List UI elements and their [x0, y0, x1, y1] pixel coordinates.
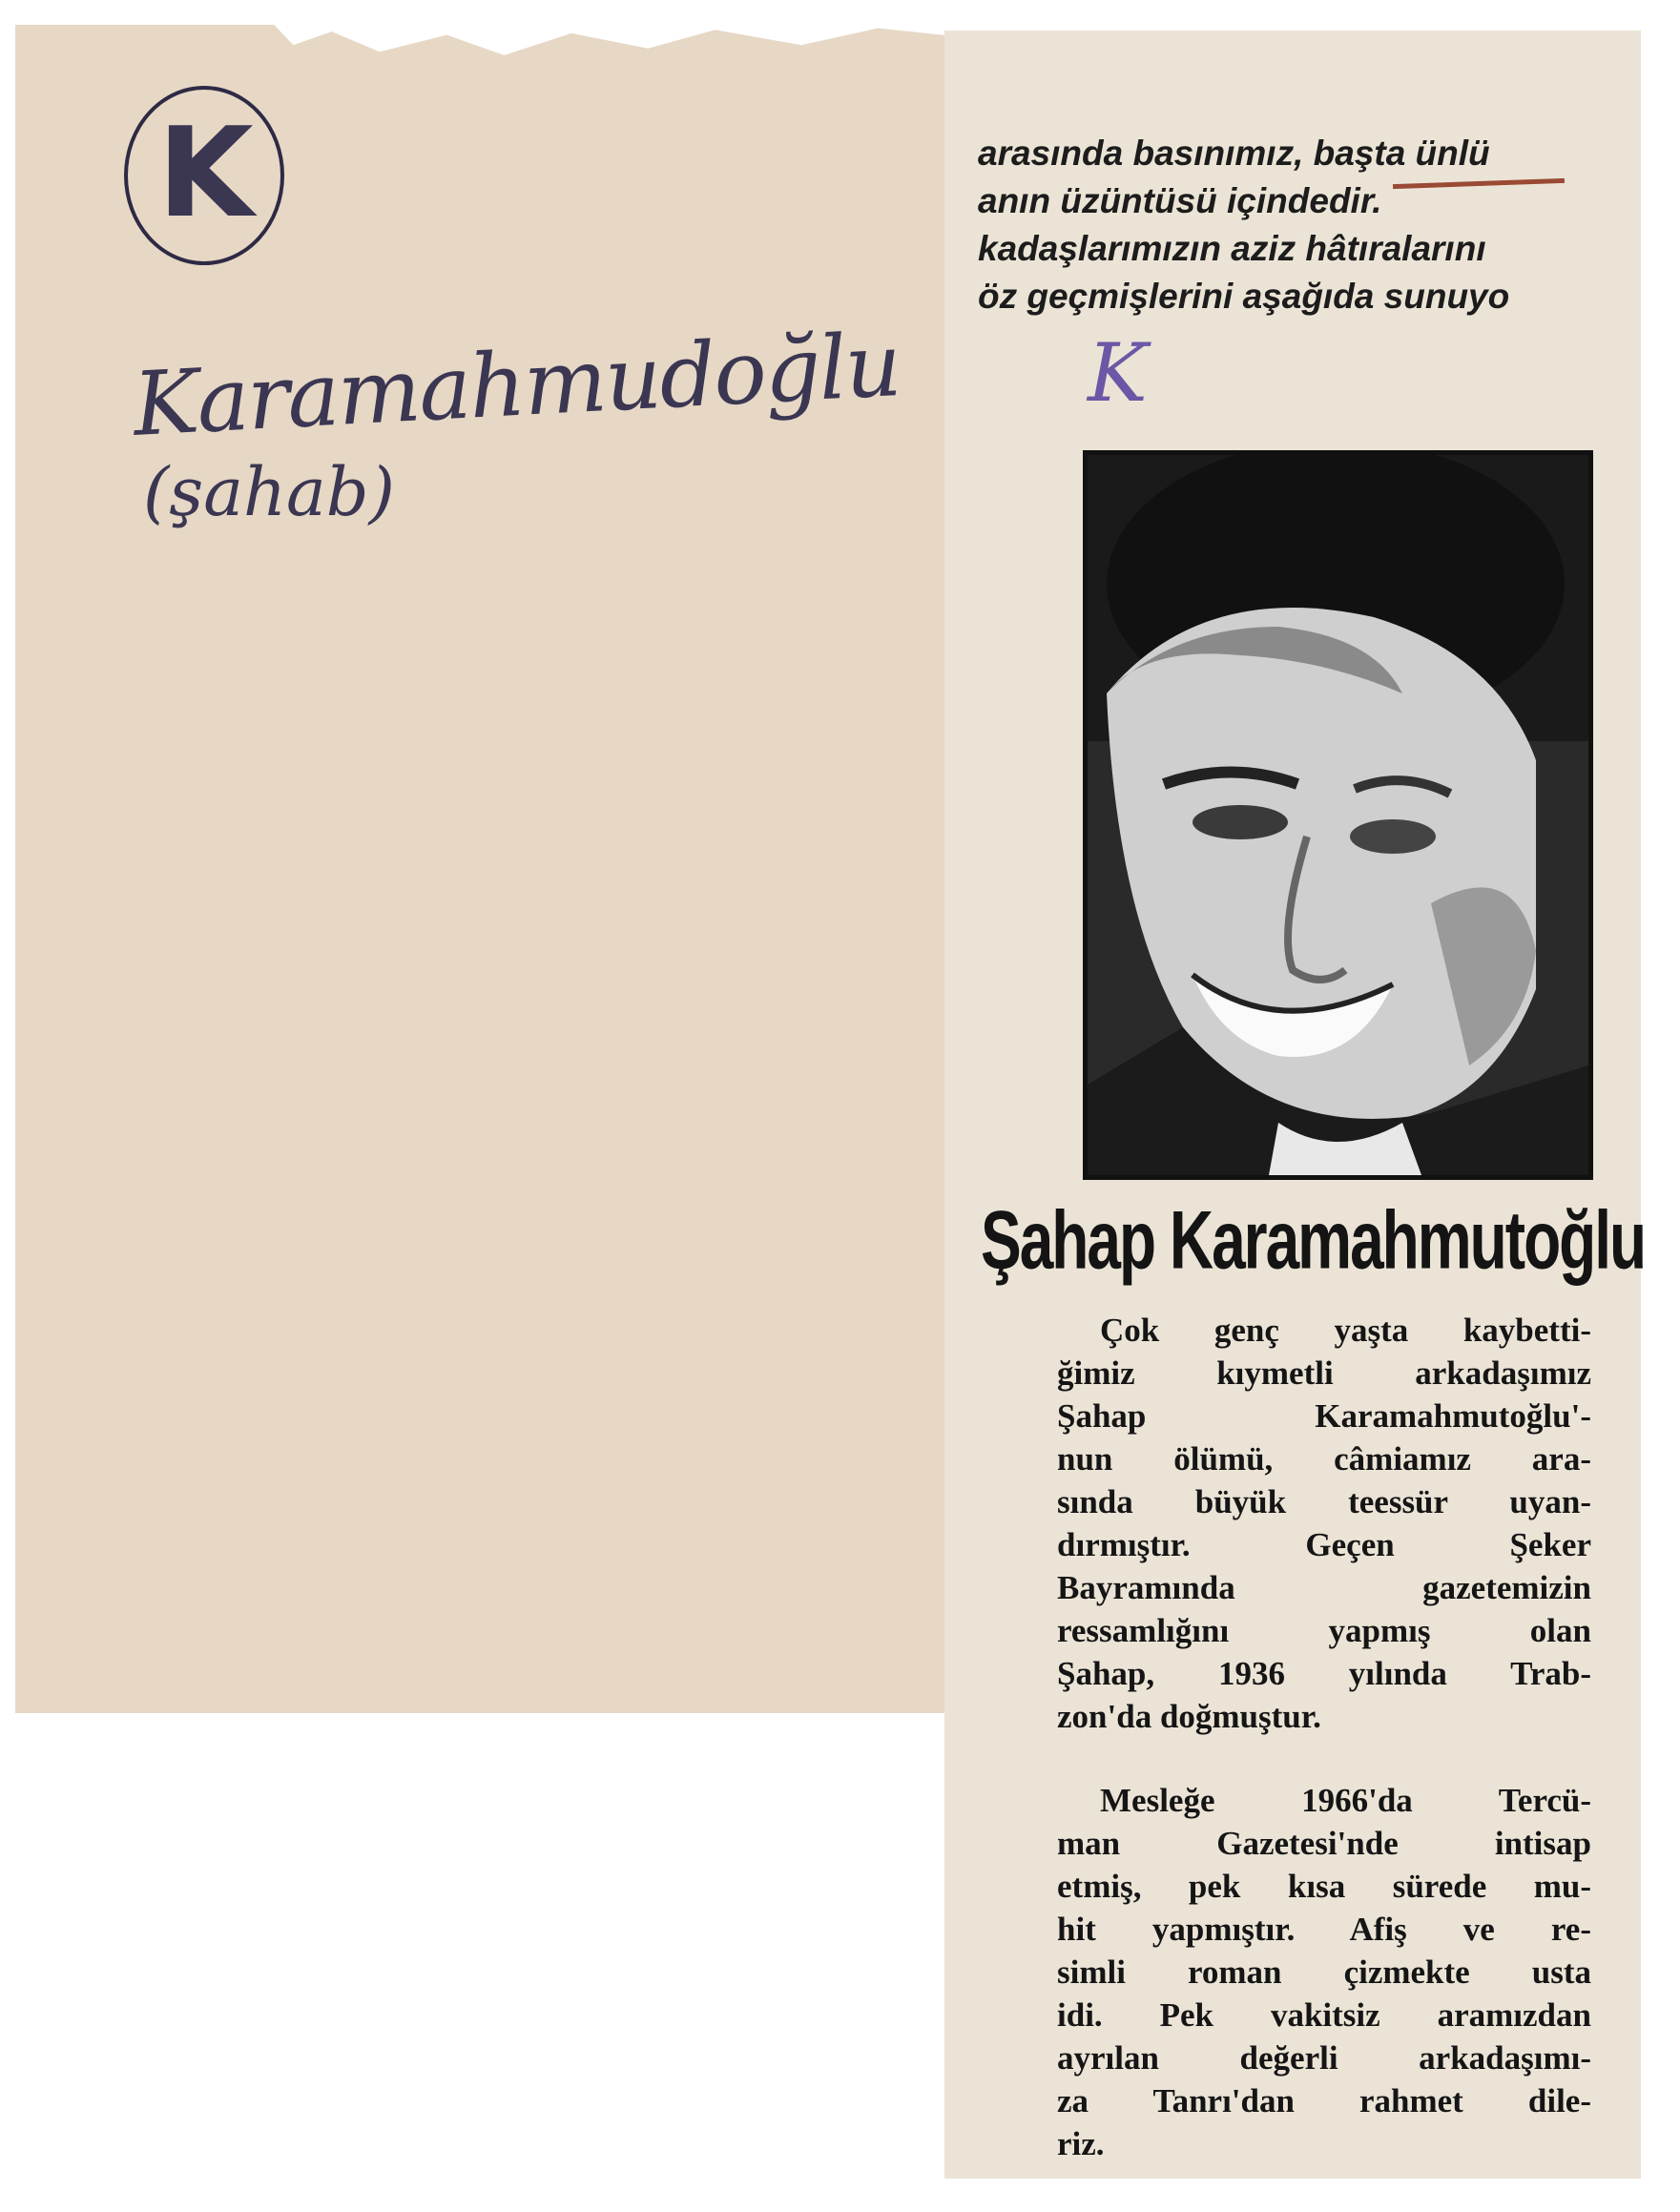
circled-letter: K [157, 100, 254, 245]
article-line: ressamlığını yapmış olan [1057, 1612, 1591, 1649]
snippet-line: öz geçmişlerini aşağıda sunuyo [978, 277, 1510, 316]
article-line: ayrılan değerli arkadaşımı- [1057, 2039, 1591, 2077]
handwritten-subtitle: (şahab) [143, 453, 395, 531]
portrait-photo [1083, 450, 1593, 1180]
article-line: nun ölümü, câmiamız ara- [1057, 1440, 1591, 1478]
article-line: hit yapmıştır. Afiş ve re- [1057, 1911, 1591, 1948]
article-line: za Tanrı'dan rahmet dile- [1057, 2082, 1591, 2119]
article-line: etmiş, pek kısa sürede mu- [1057, 1868, 1591, 1905]
snippet-line: kadaşlarımızın aziz hâtıralarını [978, 229, 1486, 268]
article-line: sında büyük teessür uyan- [1057, 1483, 1591, 1520]
handwritten-name: Karamahmudoğlu [131, 313, 902, 456]
article-line: simli roman çizmekte usta [1057, 1954, 1591, 1991]
article-line: Şahap, 1936 yılında Trab- [1057, 1655, 1591, 1692]
article-line: man Gazetesi'nde intisap [1057, 1825, 1591, 1862]
article-line: Şahap Karamahmutoğlu'- [1057, 1397, 1591, 1435]
article-line: riz. [1057, 2125, 1105, 2162]
article-line: Çok genç yaşta kaybetti- [1100, 1312, 1591, 1349]
archive-card [15, 25, 974, 1713]
headline: Şahap Karamahmutoğlu [981, 1193, 1646, 1287]
snippet-line: anın üzüntüsü içindedir. [978, 181, 1382, 220]
article-line: Mesleğe 1966'da Tercü- [1100, 1782, 1591, 1819]
portrait-image [1088, 455, 1588, 1175]
article-line: zon'da doğmuştur. [1057, 1698, 1321, 1735]
snippet-line: arasında basınımız, başta ünlü [978, 134, 1490, 173]
article-line: Bayramında gazetemizin [1057, 1569, 1591, 1606]
purple-letter: K [1088, 326, 1148, 420]
article-line: dırmıştır. Geçen Şeker [1057, 1526, 1591, 1563]
article-line: idi. Pek vakitsiz aramızdan [1057, 1996, 1591, 2034]
article-line: ğimiz kıymetli arkadaşımız [1057, 1354, 1591, 1392]
